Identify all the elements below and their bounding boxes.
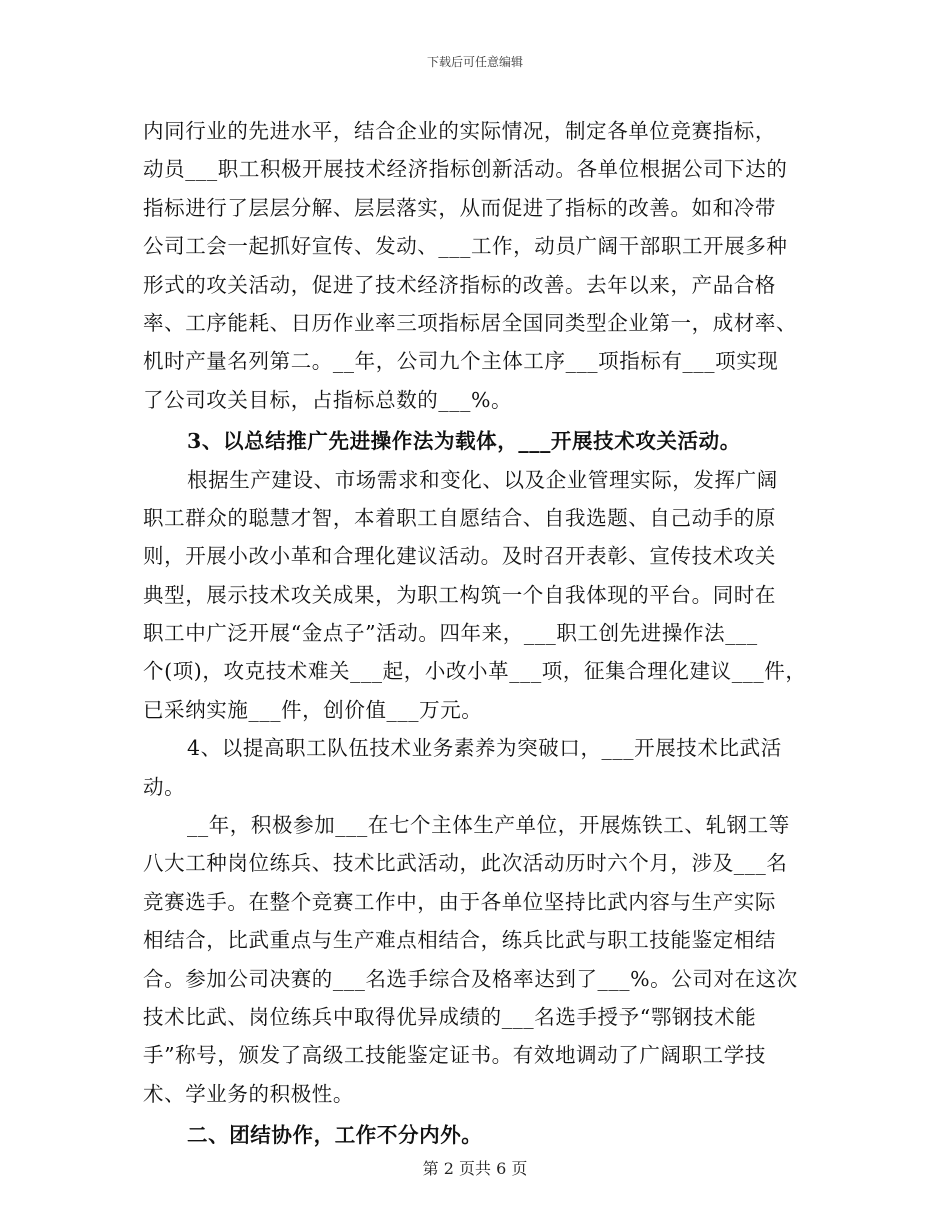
body-line: 内同行业的先进水平，结合企业的实际情况，制定各单位竞赛指标， [143, 119, 776, 143]
body-line: 合。参加公司决赛的___名选手综合及格率达到了___%。公司对在这次 [143, 966, 798, 991]
body-line: 机时产量名列第二。__年，公司九个主体工序___项指标有___项实现 [143, 349, 779, 374]
page-footer: 第 2 页共 6 页 [422, 1159, 528, 1178]
document-body [143, 112, 811, 1155]
body-line: 职工群众的聪慧才智，本着职工自愿结合、自我选题、自己动手的原 [143, 505, 776, 530]
body-line: 动。 [143, 774, 186, 799]
body-line: 手”称号，颁发了高级工技能鉴定证书。有效地调动了广阔职工学技 [143, 1043, 766, 1068]
body-line: 动员___职工积极开展技术经济指标创新活动。各单位根据公司下达的 [143, 157, 788, 182]
body-line: 形式的攻关活动，促进了技术经济指标的改善。去年以来，产品合格 [143, 272, 776, 297]
body-line: 了公司攻关目标，占指标总数的___%。 [143, 387, 513, 412]
body-line: 根据生产建设、市场需求和变化、以及企业管理实际，发挥广阔 [187, 467, 778, 492]
body-line: 竞赛选手。在整个竞赛工作中，由于各单位坚持比武内容与生产实际 [143, 889, 776, 914]
section-heading: 二、团结协作，工作不分内外。 [187, 1123, 483, 1148]
body-line: 已采纳实施___件，创价值___万元。 [143, 697, 483, 722]
section-heading: 3、以总结推广先进操作法为载体，___开展技术攻关活动。 [187, 429, 741, 454]
body-line: 率、工序能耗、日历作业率三项指标居全国同类型企业第一，成材率、 [143, 310, 798, 335]
body-line: 相结合，比武重点与生产难点相结合，练兵比武与职工技能鉴定相结 [143, 928, 776, 953]
body-line: 职工中广泛开展“金点子”活动。四年来，___职工创先进操作法___ [143, 621, 758, 646]
body-line: 八大工种岗位练兵、技术比武活动，此次活动历时六个月，涉及___名 [143, 851, 788, 876]
body-line: 典型，展示技术攻关成果，为职工构筑一个自我体现的平台。同时在 [143, 582, 776, 607]
page-header: 下载后可任意编辑 [426, 55, 523, 69]
body-line: 则，开展小改小革和合理化建议活动。及时召开表彰、宣传技术攻关 [143, 544, 776, 569]
body-line: 术、学业务的积极性。 [143, 1081, 354, 1106]
body-line: 指标进行了层层分解、层层落实，从而促进了指标的改善。如和冷带 [143, 195, 776, 220]
body-line: 公司工会一起抓好宣传、发动、___工作，动员广阔干部职工开展多种 [143, 234, 788, 259]
section-heading: 4、以提高职工队伍技术业务素养为突破口，___开展技术比武活 [187, 736, 782, 761]
body-line: 个(项)，攻克技术难关___起，小改小革___项，征集合理化建议___件， [143, 659, 807, 684]
body-line: __年，积极参加___在七个主体生产单位，开展炼铁工、轧钢工等 [187, 813, 790, 838]
body-line: 技术比武、岗位练兵中取得优异成绩的___名选手授予“鄂钢技术能 [143, 1004, 757, 1029]
